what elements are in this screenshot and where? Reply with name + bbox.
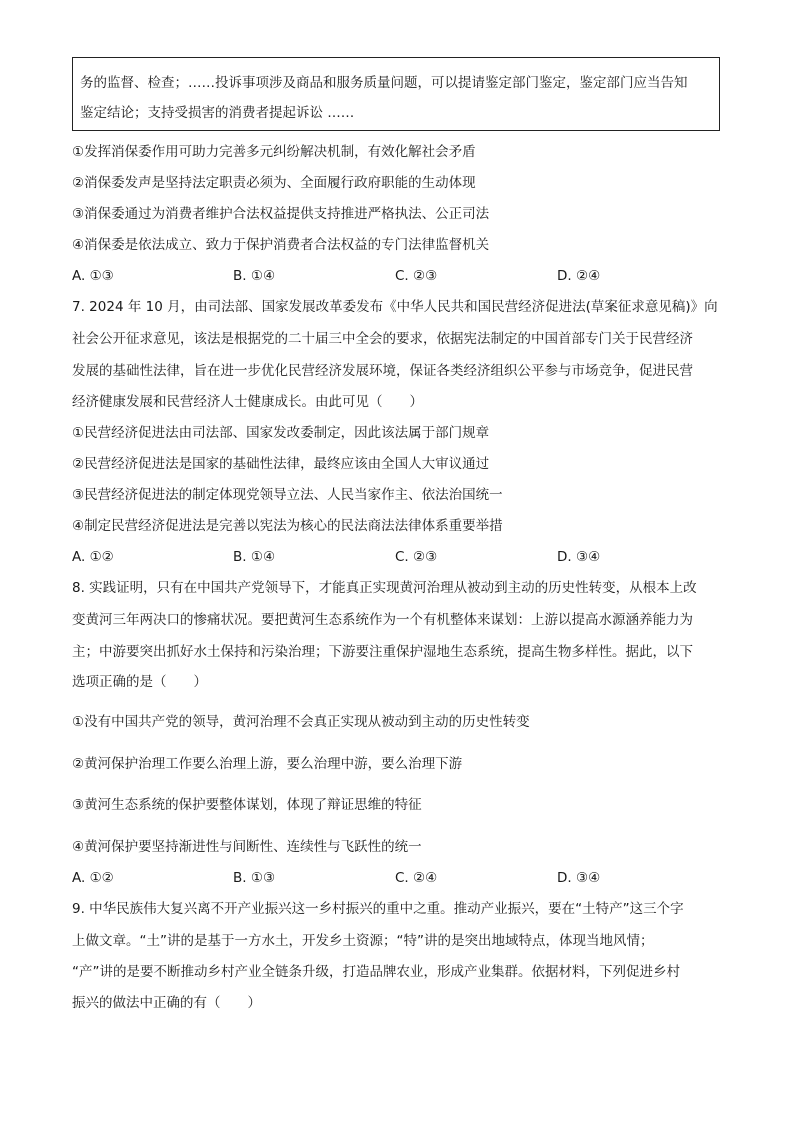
- q8-option-a: A. ①②: [72, 870, 114, 886]
- q8-option-b: B. ①③: [233, 870, 276, 886]
- q6-option-c: C. ②③: [395, 268, 438, 284]
- q8-statement-3: ③黄河生态系统的保护要整体谋划，体现了辩证思维的特征: [72, 797, 422, 813]
- q7-option-d: D. ③④: [557, 549, 601, 565]
- q9-stem-line-1: 9. 中华民族伟大复兴离不开产业振兴这一乡村振兴的重中之重。推动产业振兴，要在“土特产”这三个字: [72, 901, 684, 917]
- q7-statement-4: ④制定民营经济促进法是完善以宪法为核心的民法商法法律体系重要举措: [72, 518, 503, 534]
- q9-stem-line-2: 上做文章。“土”讲的是基于一方水土，开发乡土资源；“特”讲的是突出地域特点，体现当地风情；: [72, 933, 654, 949]
- q8-stem-line-2: 变黄河三年两决口的惨痛状况。要把黄河生态系统作为一个有机整体来谋划：上游以提高水源涵养能力为: [72, 612, 693, 628]
- q9-stem-line-3: “产”讲的是要不断推动乡村产业全链条升级，打造品牌农业，形成产业集群。依据材料，下列促进乡村: [72, 964, 680, 980]
- q9-stem-line-4: 振兴的做法中正确的有（ ）: [72, 995, 261, 1011]
- q7-statement-2: ②民营经济促进法是国家的基础性法律，最终应该由全国人大审议通过: [72, 456, 490, 472]
- q8-statement-4: ④黄河保护要坚持渐进性与间断性、连续性与飞跃性的统一: [72, 839, 422, 855]
- q6-option-d: D. ②④: [557, 268, 601, 284]
- q7-stem-line-4: 经济健康发展和民营经济人士健康成长。由此可见（ ）: [72, 394, 423, 410]
- q8-statement-1: ①没有中国共产党的领导，黄河治理不会真正实现从被动到主动的历史性转变: [72, 714, 530, 730]
- q6-option-b: B. ①④: [233, 268, 276, 284]
- q8-stem-line-1: 8. 实践证明，只有在中国共产党领导下，才能真正实现黄河治理从被动到主动的历史性转变，从根本上改: [72, 580, 697, 596]
- q8-statement-2: ②黄河保护治理工作要么治理上游，要么治理中游，要么治理下游: [72, 756, 463, 772]
- q6-statement-1: ①发挥消保委作用可助力完善多元纠纷解决机制，有效化解社会矛盾: [72, 144, 476, 160]
- q7-stem-line-2: 社会公开征求意见，该法是根据党的二十届三中全会的要求，依据宪法制定的中国首部专门关于民营经济: [72, 331, 693, 347]
- q7-stem-line-1: 7. 2024 年 10 月，由司法部、国家发展改革委发布《中华人民共和国民营经济促进法(草案征求意见稿)》向: [72, 299, 718, 315]
- q7-option-a: A. ①②: [72, 549, 114, 565]
- q7-statement-3: ③民营经济促进法的制定体现党领导立法、人民当家作主、依法治国统一: [72, 487, 503, 503]
- q7-statement-1: ①民营经济促进法由司法部、国家发改委制定，因此该法属于部门规章: [72, 425, 490, 441]
- material-line-2: 鉴定结论；支持受损害的消费者提起诉讼 ……: [80, 105, 355, 121]
- q8-stem-line-3: 主；中游要突出抓好水土保持和污染治理；下游要注重保护湿地生态系统，提高生物多样性。据此，以下: [72, 644, 693, 660]
- q8-stem-line-4: 选项正确的是（ ）: [72, 674, 207, 690]
- q8-option-c: C. ②④: [395, 870, 438, 886]
- q8-option-d: D. ③④: [557, 870, 601, 886]
- q6-option-a: A. ①③: [72, 268, 114, 284]
- material-line-1: 务的监督、检查；……投诉事项涉及商品和服务质量问题，可以提请鉴定部门鉴定，鉴定部门应当告知: [80, 75, 688, 91]
- q6-statement-3: ③消保委通过为消费者维护合法权益提供支持推进严格执法、公正司法: [72, 206, 490, 222]
- q6-statement-4: ④消保委是依法成立、致力于保护消费者合法权益的专门法律监督机关: [72, 237, 490, 253]
- q7-stem-line-3: 发展的基础性法律，旨在进一步优化民营经济发展环境，保证各类经济组织公平参与市场竞争，促进民营: [72, 363, 693, 379]
- q6-statement-2: ②消保委发声是坚持法定职责必须为、全面履行政府职能的生动体现: [72, 175, 476, 191]
- q7-option-b: B. ①④: [233, 549, 276, 565]
- q7-option-c: C. ②③: [395, 549, 438, 565]
